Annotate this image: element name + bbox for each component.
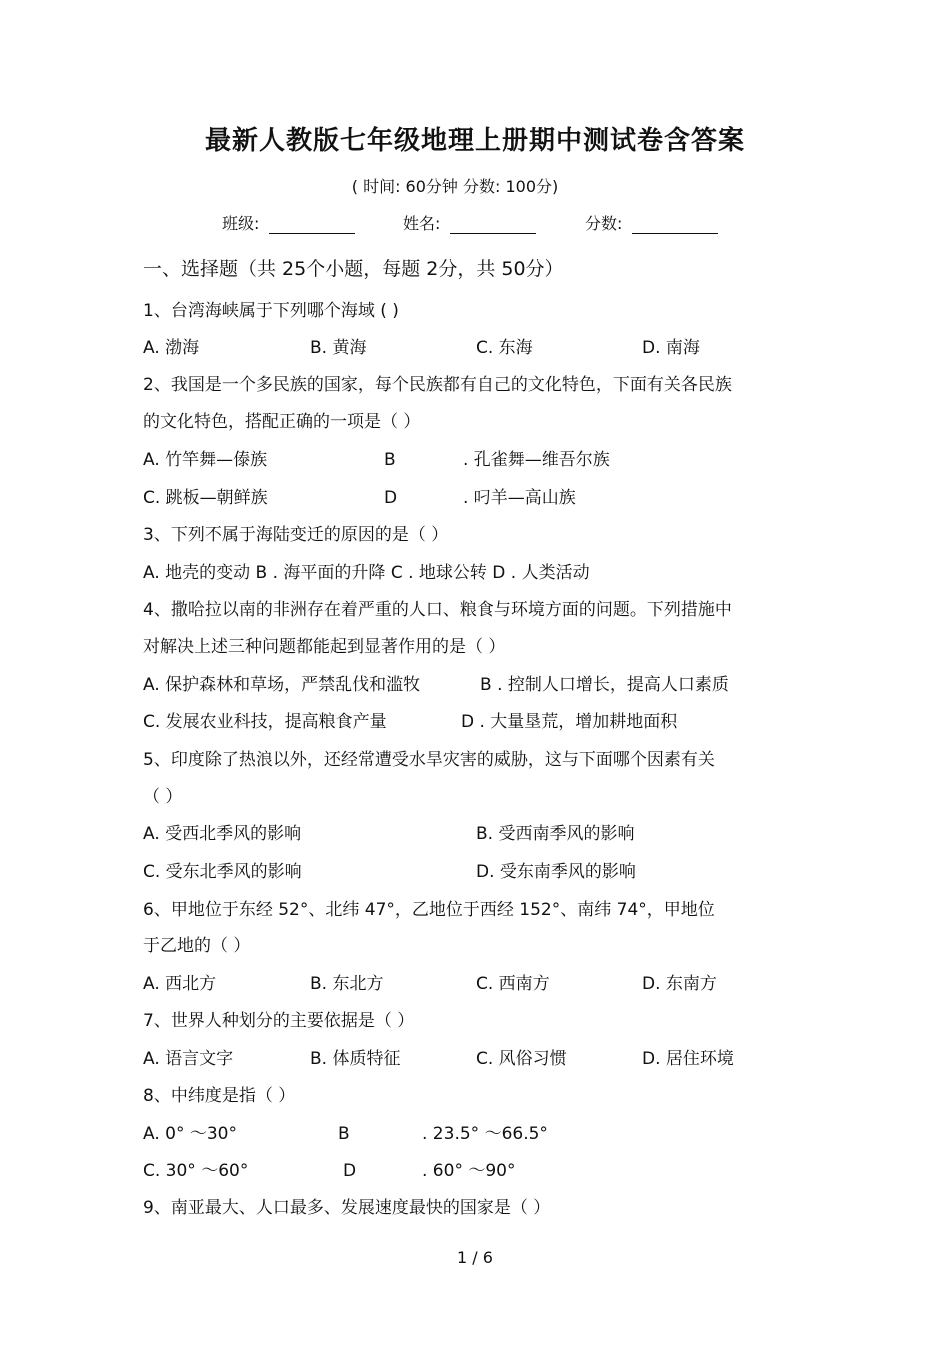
option: C. 跳板—朝鲜族	[143, 488, 268, 508]
class-blank	[269, 215, 355, 234]
exam-time-score: ( 时间: 60分钟 分数: 100分)	[351, 177, 559, 196]
class-label: 班级:	[222, 214, 260, 233]
option-letter: B	[338, 1124, 350, 1144]
section-heading: 一、选择题（共 25个小题，每题 2分，共 50分）	[143, 258, 564, 280]
option: D. 南海	[642, 338, 700, 358]
question-stem: 4、撒哈拉以南的非洲存在着严重的人口、粮食与环境方面的问题。下列措施中	[143, 600, 732, 620]
question-stem: 7、世界人种划分的主要依据是（ ）	[143, 1011, 415, 1031]
question-stem: 于乙地的（ ）	[143, 936, 251, 956]
option-letter: D	[343, 1161, 357, 1181]
option: C. 东海	[476, 338, 533, 358]
question-stem: 3、下列不属于海陆变迁的原因的是（ ）	[143, 525, 449, 545]
option: B. 受西南季风的影响	[476, 824, 635, 844]
option: C. 受东北季风的影响	[143, 862, 302, 882]
option: C. 发展农业科技，提高粮食产量	[143, 712, 387, 732]
option-letter: B	[384, 450, 396, 470]
option: A. 地壳的变动 B . 海平面的升降 C . 地球公转 D . 人类活动	[143, 563, 590, 583]
page-title: 最新人教版七年级地理上册期中测试卷含答案	[204, 126, 745, 156]
question-stem: 9、南亚最大、人口最多、发展速度最快的国家是（ ）	[143, 1198, 551, 1218]
option: D . 大量垦荒，增加耕地面积	[461, 712, 678, 732]
option-letter: D	[384, 488, 398, 508]
page-number: 1 / 6	[457, 1248, 493, 1267]
question-stem: 1、台湾海峡属于下列哪个海域 ( )	[143, 301, 399, 321]
option: . 60° ～90°	[422, 1161, 516, 1181]
option: D. 居住环境	[642, 1049, 734, 1069]
option: A. 西北方	[143, 974, 217, 994]
option: A. 保护森林和草场，严禁乱伐和滥牧	[143, 675, 421, 695]
question-stem: 对解决上述三种问题都能起到显著作用的是（ ）	[143, 637, 506, 657]
name-blank	[450, 215, 536, 234]
name-label: 姓名:	[403, 214, 441, 233]
option: C. 风俗习惯	[476, 1049, 567, 1069]
score-blank	[632, 215, 718, 234]
option: A. 竹竿舞—傣族	[143, 450, 268, 470]
option: A. 语言文字	[143, 1049, 234, 1069]
question-stem: （ ）	[143, 787, 183, 807]
option: D. 受东南季风的影响	[476, 862, 636, 882]
name-field	[403, 211, 536, 234]
question-stem: 2、我国是一个多民族的国家，每个民族都有自己的文化特色，下面有关各民族	[143, 375, 732, 395]
option: B. 黄海	[310, 338, 367, 358]
option: C. 30° ～60°	[143, 1161, 249, 1181]
option: A. 渤海	[143, 338, 200, 358]
option: . 孔雀舞—维吾尔族	[463, 450, 610, 470]
score-field	[585, 211, 718, 234]
question-stem: 6、甲地位于东经 52°、北纬 47°，乙地位于西经 152°、南纬 74°，甲地位	[143, 900, 715, 920]
option: A. 受西北季风的影响	[143, 824, 302, 844]
question-stem: 5、印度除了热浪以外，还经常遭受水旱灾害的威胁，这与下面哪个因素有关	[143, 750, 715, 770]
option: . 叼羊—高山族	[463, 488, 576, 508]
option: B. 体质特征	[310, 1049, 401, 1069]
option: C. 西南方	[476, 974, 550, 994]
option: A. 0° ～30°	[143, 1124, 237, 1144]
option: D. 东南方	[642, 974, 717, 994]
question-stem: 8、中纬度是指（ ）	[143, 1086, 296, 1106]
option: . 23.5° ～66.5°	[422, 1124, 548, 1144]
question-stem: 的文化特色，搭配正确的一项是（ ）	[143, 412, 421, 432]
option: B. 东北方	[310, 974, 384, 994]
class-field	[222, 211, 355, 234]
score-label: 分数:	[585, 214, 623, 233]
option: B . 控制人口增长，提高人口素质	[480, 675, 729, 695]
